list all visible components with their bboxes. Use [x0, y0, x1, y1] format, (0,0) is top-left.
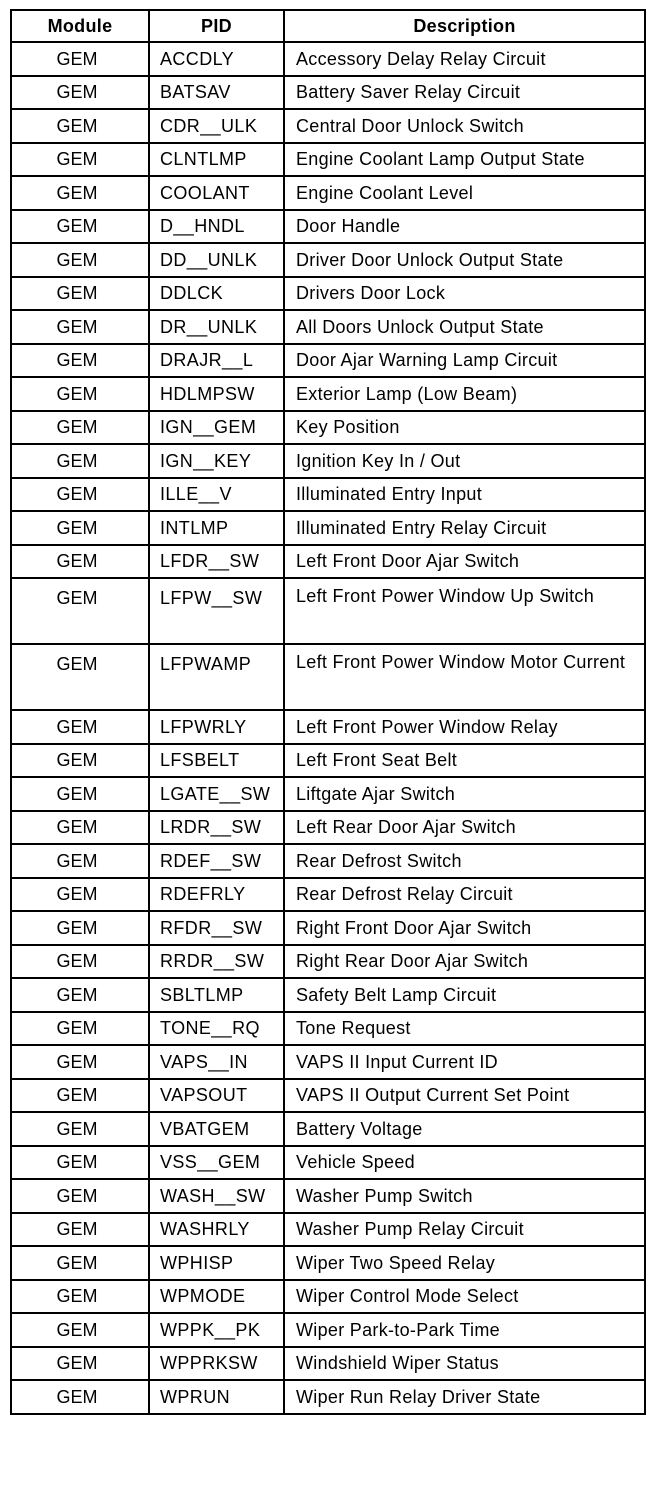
- pid-cell: D__HNDL: [149, 210, 284, 244]
- module-cell: GEM: [11, 143, 149, 177]
- description-cell: Vehicle Speed: [284, 1146, 645, 1180]
- pid-cell: ILLE__V: [149, 478, 284, 512]
- table-row: [11, 1347, 645, 1381]
- module-cell: GEM: [11, 811, 149, 845]
- pid-cell: LFPWRLY: [149, 710, 284, 744]
- pid-cell: LFSBELT: [149, 744, 284, 778]
- description-cell: Wiper Run Relay Driver State: [284, 1380, 645, 1414]
- description-cell: Wiper Park-to-Park Time: [284, 1313, 645, 1347]
- module-cell: GEM: [11, 1012, 149, 1046]
- description-cell: Battery Voltage: [284, 1112, 645, 1146]
- header-description: Description: [284, 10, 645, 42]
- pid-cell: DR__UNLK: [149, 310, 284, 344]
- module-cell: GEM: [11, 945, 149, 979]
- table-row: [11, 644, 645, 710]
- description-cell: Accessory Delay Relay Circuit: [284, 42, 645, 76]
- pid-cell: RDEFRLY: [149, 878, 284, 912]
- description-cell: Ignition Key In / Out: [284, 444, 645, 478]
- table-row: [11, 478, 645, 512]
- module-cell: GEM: [11, 710, 149, 744]
- description-cell: Illuminated Entry Input: [284, 478, 645, 512]
- pid-cell: WPHISP: [149, 1246, 284, 1280]
- pid-cell: IGN__KEY: [149, 444, 284, 478]
- table-row: [11, 1213, 645, 1247]
- description-cell: Key Position: [284, 411, 645, 445]
- table-row: [11, 1179, 645, 1213]
- module-cell: GEM: [11, 1079, 149, 1113]
- module-cell: GEM: [11, 978, 149, 1012]
- table-row: [11, 811, 645, 845]
- pid-cell: COOLANT: [149, 176, 284, 210]
- description-cell: Left Front Power Window Up Switch: [284, 578, 645, 644]
- table-row: [11, 744, 645, 778]
- description-cell: Door Handle: [284, 210, 645, 244]
- description-cell: Rear Defrost Relay Circuit: [284, 878, 645, 912]
- module-cell: GEM: [11, 1179, 149, 1213]
- pid-cell: CLNTLMP: [149, 143, 284, 177]
- pid-cell: SBLTLMP: [149, 978, 284, 1012]
- module-cell: GEM: [11, 478, 149, 512]
- pid-cell: LFDR__SW: [149, 545, 284, 579]
- table-row: [11, 344, 645, 378]
- description-cell: Washer Pump Relay Circuit: [284, 1213, 645, 1247]
- module-cell: GEM: [11, 844, 149, 878]
- description-cell: Wiper Two Speed Relay: [284, 1246, 645, 1280]
- description-cell: Drivers Door Lock: [284, 277, 645, 311]
- table-row: [11, 978, 645, 1012]
- pid-cell: RRDR__SW: [149, 945, 284, 979]
- table-row: [11, 1045, 645, 1079]
- module-cell: GEM: [11, 1280, 149, 1314]
- description-cell: Right Rear Door Ajar Switch: [284, 945, 645, 979]
- module-cell: GEM: [11, 644, 149, 710]
- description-cell: Tone Request: [284, 1012, 645, 1046]
- description-cell: Liftgate Ajar Switch: [284, 777, 645, 811]
- table-row: [11, 545, 645, 579]
- table-row: [11, 878, 645, 912]
- pid-cell: LRDR__SW: [149, 811, 284, 845]
- pid-cell: WPMODE: [149, 1280, 284, 1314]
- table-row: [11, 1146, 645, 1180]
- table-row: [11, 310, 645, 344]
- description-cell: Right Front Door Ajar Switch: [284, 911, 645, 945]
- pid-cell: LFPWAMP: [149, 644, 284, 710]
- description-cell: Battery Saver Relay Circuit: [284, 76, 645, 110]
- table-row: [11, 511, 645, 545]
- table-row: [11, 1313, 645, 1347]
- pid-cell: VAPS__IN: [149, 1045, 284, 1079]
- module-cell: GEM: [11, 578, 149, 644]
- table-row: [11, 1079, 645, 1113]
- table-row: [11, 710, 645, 744]
- description-cell: Central Door Unlock Switch: [284, 109, 645, 143]
- description-cell: VAPS II Output Current Set Point: [284, 1079, 645, 1113]
- module-cell: GEM: [11, 76, 149, 110]
- description-cell: Door Ajar Warning Lamp Circuit: [284, 344, 645, 378]
- description-cell: Illuminated Entry Relay Circuit: [284, 511, 645, 545]
- table-row: [11, 243, 645, 277]
- pid-cell: INTLMP: [149, 511, 284, 545]
- module-cell: GEM: [11, 1246, 149, 1280]
- description-cell: Engine Coolant Lamp Output State: [284, 143, 645, 177]
- description-cell: Left Front Power Window Motor Current: [284, 644, 645, 710]
- table-header-row: [11, 10, 645, 42]
- pid-cell: HDLMPSW: [149, 377, 284, 411]
- module-cell: GEM: [11, 1146, 149, 1180]
- table-row: [11, 176, 645, 210]
- table-row: [11, 109, 645, 143]
- table-body: [11, 42, 645, 1414]
- module-cell: GEM: [11, 744, 149, 778]
- pid-cell: RDEF__SW: [149, 844, 284, 878]
- header-module: Module: [11, 10, 149, 42]
- pid-cell: LGATE__SW: [149, 777, 284, 811]
- pid-cell: VSS__GEM: [149, 1146, 284, 1180]
- pid-cell: WPPK__PK: [149, 1313, 284, 1347]
- pid-cell: WASH__SW: [149, 1179, 284, 1213]
- description-cell: Exterior Lamp (Low Beam): [284, 377, 645, 411]
- module-cell: GEM: [11, 511, 149, 545]
- table-row: [11, 277, 645, 311]
- table-row: [11, 444, 645, 478]
- pid-cell: ACCDLY: [149, 42, 284, 76]
- description-cell: Windshield Wiper Status: [284, 1347, 645, 1381]
- description-cell: VAPS II Input Current ID: [284, 1045, 645, 1079]
- table-row: [11, 210, 645, 244]
- pid-cell: DRAJR__L: [149, 344, 284, 378]
- pid-cell: TONE__RQ: [149, 1012, 284, 1046]
- pid-cell: LFPW__SW: [149, 578, 284, 644]
- description-cell: Left Front Seat Belt: [284, 744, 645, 778]
- header-pid: PID: [149, 10, 284, 42]
- table-row: [11, 777, 645, 811]
- pid-cell: CDR__ULK: [149, 109, 284, 143]
- module-cell: GEM: [11, 243, 149, 277]
- description-cell: All Doors Unlock Output State: [284, 310, 645, 344]
- module-cell: GEM: [11, 1045, 149, 1079]
- module-cell: GEM: [11, 1213, 149, 1247]
- description-cell: Engine Coolant Level: [284, 176, 645, 210]
- description-cell: Left Rear Door Ajar Switch: [284, 811, 645, 845]
- module-cell: GEM: [11, 878, 149, 912]
- table-row: [11, 1012, 645, 1046]
- module-cell: GEM: [11, 911, 149, 945]
- pid-cell: BATSAV: [149, 76, 284, 110]
- table-row: [11, 411, 645, 445]
- table-row: [11, 1112, 645, 1146]
- table-row: [11, 1280, 645, 1314]
- module-cell: GEM: [11, 1380, 149, 1414]
- table-row: [11, 844, 645, 878]
- pid-table: [10, 9, 646, 1415]
- table-row: [11, 911, 645, 945]
- module-cell: GEM: [11, 1112, 149, 1146]
- pid-cell: WPPRKSW: [149, 1347, 284, 1381]
- module-cell: GEM: [11, 444, 149, 478]
- description-cell: Driver Door Unlock Output State: [284, 243, 645, 277]
- module-cell: GEM: [11, 277, 149, 311]
- pid-cell: VAPSOUT: [149, 1079, 284, 1113]
- pid-cell: RFDR__SW: [149, 911, 284, 945]
- table-row: [11, 42, 645, 76]
- pid-cell: WASHRLY: [149, 1213, 284, 1247]
- table-row: [11, 945, 645, 979]
- pid-cell: VBATGEM: [149, 1112, 284, 1146]
- pid-cell: WPRUN: [149, 1380, 284, 1414]
- pid-cell: IGN__GEM: [149, 411, 284, 445]
- module-cell: GEM: [11, 42, 149, 76]
- table-row: [11, 578, 645, 644]
- module-cell: GEM: [11, 1313, 149, 1347]
- description-cell: Left Front Door Ajar Switch: [284, 545, 645, 579]
- module-cell: GEM: [11, 310, 149, 344]
- table-row: [11, 1380, 645, 1414]
- description-cell: Rear Defrost Switch: [284, 844, 645, 878]
- table-row: [11, 143, 645, 177]
- pid-cell: DDLCK: [149, 277, 284, 311]
- module-cell: GEM: [11, 176, 149, 210]
- module-cell: GEM: [11, 344, 149, 378]
- description-cell: Washer Pump Switch: [284, 1179, 645, 1213]
- module-cell: GEM: [11, 210, 149, 244]
- module-cell: GEM: [11, 109, 149, 143]
- description-cell: Left Front Power Window Relay: [284, 710, 645, 744]
- pid-cell: DD__UNLK: [149, 243, 284, 277]
- module-cell: GEM: [11, 377, 149, 411]
- module-cell: GEM: [11, 1347, 149, 1381]
- pid-table-container: [10, 9, 644, 1415]
- table-row: [11, 1246, 645, 1280]
- table-row: [11, 76, 645, 110]
- module-cell: GEM: [11, 545, 149, 579]
- module-cell: GEM: [11, 411, 149, 445]
- description-cell: Wiper Control Mode Select: [284, 1280, 645, 1314]
- description-cell: Safety Belt Lamp Circuit: [284, 978, 645, 1012]
- module-cell: GEM: [11, 777, 149, 811]
- table-row: [11, 377, 645, 411]
